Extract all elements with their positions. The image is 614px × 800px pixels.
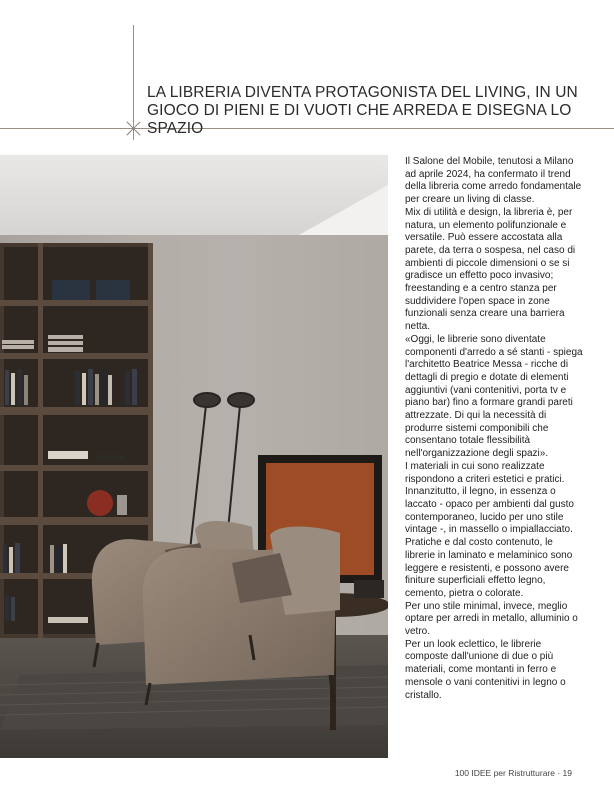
paragraph-eclectic: Per un look eclettico, le librerie composte dall'unione di due o più materiali, come montanti in ferro e mensole o vani contenitivi in legno o cristallo. (405, 638, 566, 701)
article-body (405, 156, 583, 702)
living-room-illustration (0, 155, 388, 758)
paragraph-quote: «Oggi, le librerie sono diventate componenti d'arredo a sé stanti - spiega l'architetto Beatrice Messa - ricche di dettagli di pregio e dotate di elementi aggiuntivi (vani contenitivi, porta tv e piano bar) fino a formare grandi pareti attrezzate. Di qui la necessità di produrre sistemi componibili che consentano totale flessibilità nell'organizzazione degli spazi». (405, 333, 583, 460)
article-headline: LA LIBRERIA DIVENTA PROTAGONISTA DEL LIVING, IN UN GIOCO DI PIENI E DI VUOTI CHE ARREDA E DISEGNA LO SPAZIO (147, 84, 578, 137)
paragraph-versatility: Mix di utilità e design, la libreria è, per natura, un elemento polifunzionale e versatile. Può essere accostata alla parete, da terra o sospesa, nel caso di ambienti di piccole dimensioni o se si gradisce un effetto poco invasivo; freestanding e a centro stanza per suddividere l'open space in zone funzionali senza creare una barriera netta. (405, 206, 576, 333)
paragraph-laminate: Pratiche e dal costo contenuto, le librerie in laminato e melaminico sono leggere e resistenti, e possono avere finiture superficiali effetto legno, cemento, pietra o colorate. (405, 537, 573, 599)
paragraph-minimal: Per uno stile minimal, invece, meglio optare per arredi in metallo, alluminio o vetro. (405, 600, 578, 638)
paragraph-materials: I materiali in cui sono realizzate rispondono a criteri estetici e pratici. Innanzitutto, il legno, in essenza o laccato - opaco per ambienti dal gusto contemporaneo, lucido per uno stile vintage -, in massello o impiallacciato. (405, 460, 574, 536)
living-room-photo (0, 155, 388, 758)
paragraph-intro: Il Salone del Mobile, tenutosi a Milano ad aprile 2024, ha confermato il trend della libreria come arredo fondamentale per creare un living di classe. (405, 156, 582, 206)
cross-mark-icon (126, 121, 141, 136)
page-folio: 100 IDEE per Ristrutturare · 19 (454, 768, 572, 778)
